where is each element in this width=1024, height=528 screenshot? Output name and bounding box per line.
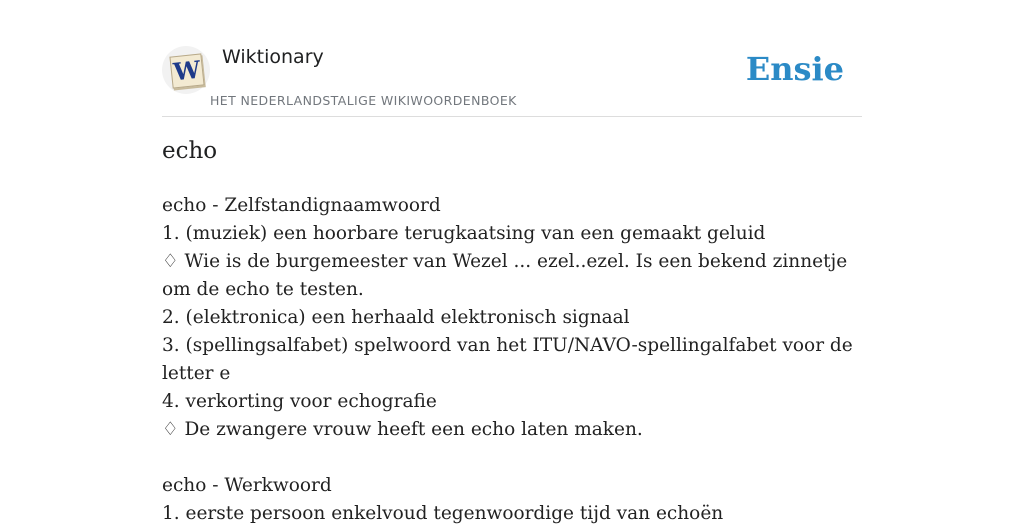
entry-line: ♢ Wie is de burgemeester van Wezel ... ezel..ezel. Is een bekend zinnetje om de echo te testen.: [162, 251, 848, 300]
entry-line: 1. eerste persoon enkelvoud tegenwoordige tijd van echoën: [162, 503, 724, 524]
entry-line: 2. (elektronica) een herhaald elektronisch signaal: [162, 307, 630, 328]
wiktionary-logo[interactable]: [162, 46, 210, 94]
page: [162, 0, 862, 524]
entry-line: echo - Werkwoord: [162, 475, 332, 496]
entry-line: 4. verkorting voor echografie: [162, 391, 437, 412]
logo-tile-icon: W: [169, 53, 204, 88]
site-tagline: HET NEDERLANDSTALIGE WIKIWOORDENBOEK: [210, 93, 517, 108]
entry-content: [162, 192, 862, 528]
entry-line: 1. (muziek) een hoorbare terugkaatsing van een gemaakt geluid: [162, 223, 766, 244]
ensie-brand-link[interactable]: Ensie: [745, 50, 844, 88]
entry-line: echo - Zelfstandignaamwoord: [162, 195, 441, 216]
entry-line: 3. (spellingsalfabet) spelwoord van het ITU/NAVO-spellingalfabet voor de letter e: [162, 335, 853, 384]
page-title: echo: [162, 138, 218, 164]
entry-spacer: [162, 444, 862, 472]
site-header: [162, 0, 862, 117]
site-name[interactable]: Wiktionary: [222, 46, 324, 68]
entry-line: ♢ De zwangere vrouw heeft een echo laten maken.: [162, 419, 643, 440]
